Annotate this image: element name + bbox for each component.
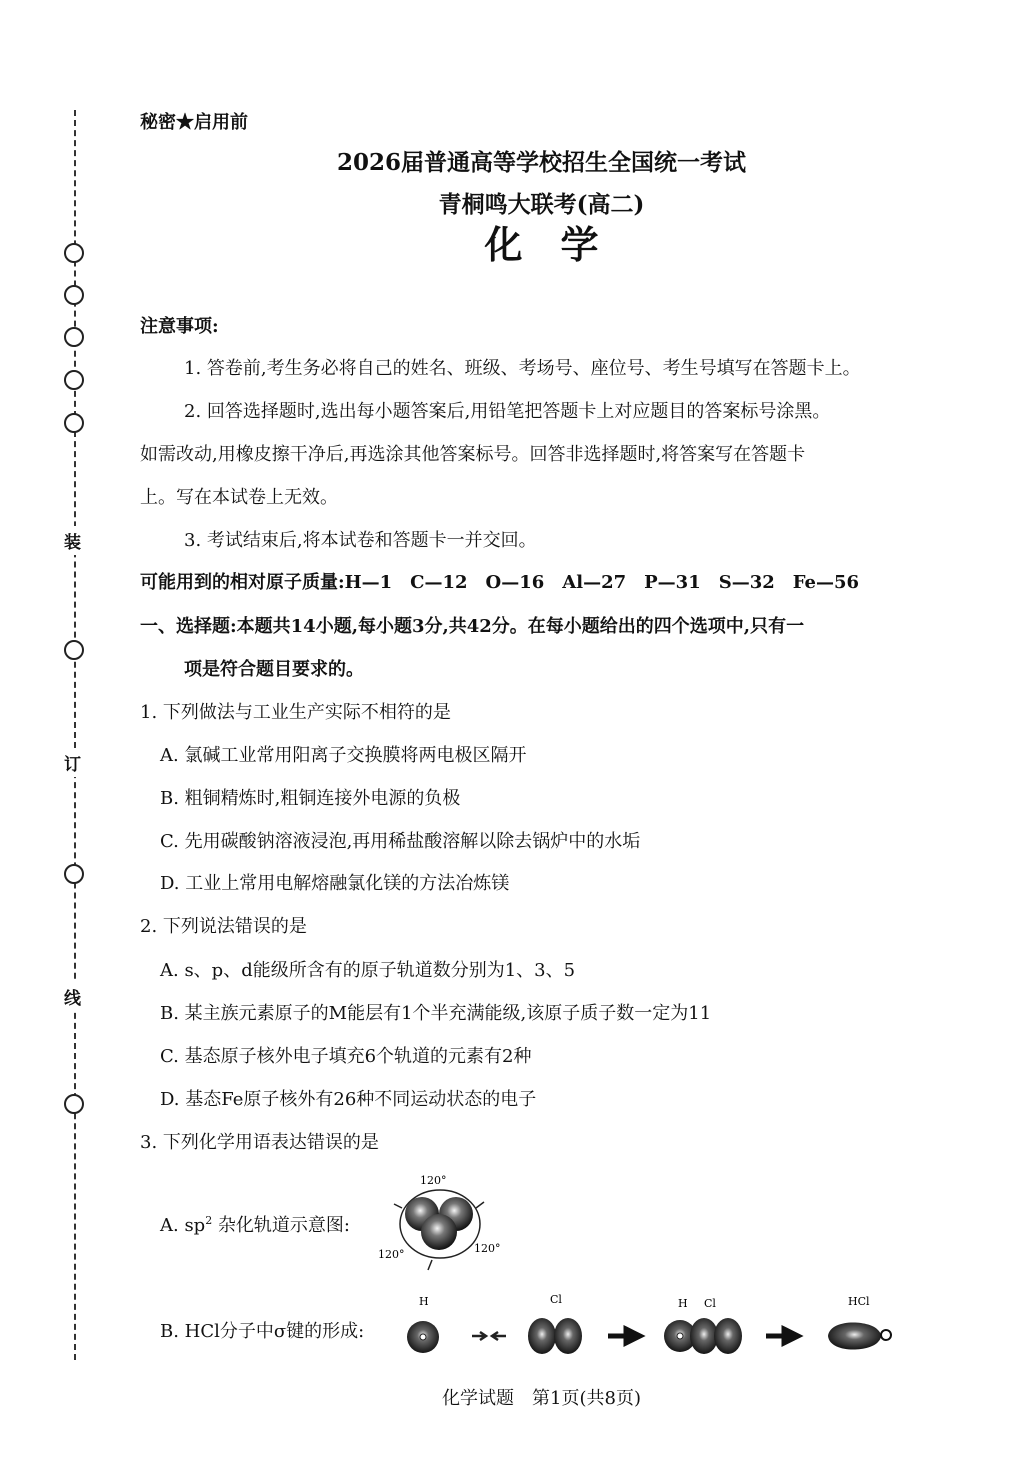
- q1-option-c: C. 先用碳酸钠溶液浸泡,再用稀盐酸溶解以除去锅炉中的水垢: [160, 831, 641, 852]
- q3-option-a-sup: 2: [205, 1214, 213, 1227]
- orbital-lobe: [421, 1214, 457, 1250]
- binding-hole: [64, 640, 84, 660]
- label-h-2: H: [678, 1297, 688, 1310]
- notice-item-2-line-2: 如需改动,用橡皮擦干净后,再选涂其他答案标号。回答非选择题时,将答案写在答题卡: [140, 444, 806, 465]
- approach-arrow-left: [492, 1332, 506, 1340]
- q3-stem: 3. 下列化学用语表达错误的是: [140, 1132, 379, 1153]
- exam-title: 2026届普通高等学校招生全国统一考试: [336, 149, 746, 176]
- label-hcl: HCl: [848, 1295, 870, 1308]
- hcl-h-end: [881, 1330, 891, 1340]
- section-1-line-1: 一、选择题:本题共14小题,每小题3分,共42分。在每小题给出的四个选项中,只有一: [140, 616, 805, 637]
- q2-option-d: D. 基态Fe原子核外有26种不同运动状态的电子: [160, 1089, 537, 1110]
- notice-item-3: 3. 考试结束后,将本试卷和答题卡一并交回。: [184, 530, 537, 551]
- binding-char-xian: 线: [64, 982, 81, 1011]
- hcl-sigma-orbital: [828, 1322, 881, 1349]
- h-nucleus: [420, 1334, 426, 1340]
- hcl-sigma-bond-diagram: [400, 1290, 900, 1360]
- section-1-line-2: 项是符合题目要求的。: [184, 659, 364, 680]
- binding-char-ding: 订: [64, 748, 81, 777]
- q1-option-b: B. 粗铜精炼时,粗铜连接外电源的负极: [160, 788, 461, 809]
- angle-label-left: 120°: [378, 1248, 405, 1261]
- binding-hole: [64, 864, 84, 884]
- h-nucleus: [677, 1333, 683, 1339]
- angle-label-top: 120°: [420, 1174, 447, 1187]
- binding-hole: [64, 327, 84, 347]
- angle-arrow: [394, 1204, 402, 1208]
- label-cl-2: Cl: [704, 1297, 716, 1310]
- q3-option-a-prefix: A. sp: [160, 1215, 206, 1236]
- binding-hole: [64, 285, 84, 305]
- binding-hole: [64, 413, 84, 433]
- notice-item-1: 1. 答卷前,考生务必将自己的姓名、班级、考场号、座位号、考生号填写在答题卡上。: [184, 358, 861, 379]
- exam-subtitle: 青桐鸣大联考(高二): [438, 191, 645, 218]
- approach-arrow-right: [472, 1332, 486, 1340]
- q2-option-b: B. 某主族元素原子的M能层有1个半充满能级,该原子质子数一定为11: [160, 1003, 712, 1024]
- label-cl: Cl: [550, 1293, 562, 1306]
- q2-option-c: C. 基态原子核外电子填充6个轨道的元素有2种: [160, 1046, 532, 1067]
- cl-p-orbital-lobe: [714, 1318, 742, 1354]
- binding-hole: [64, 370, 84, 390]
- secret-label: 秘密★启用前: [140, 112, 248, 133]
- atomic-masses: 可能用到的相对原子质量:H—1 C—12 O—16 Al—27 P—31 S—32 Fe—56: [140, 572, 860, 593]
- page-footer: 化学试题 第1页(共8页): [442, 1388, 641, 1409]
- q3-option-a-suffix: 杂化轨道示意图:: [212, 1215, 350, 1236]
- label-h: H: [419, 1295, 429, 1308]
- angle-arrow: [476, 1202, 484, 1208]
- sp2-hybrid-orbital-diagram: [368, 1168, 518, 1278]
- cl-p-orbital-lobe: [690, 1318, 718, 1354]
- notice-item-2-line-3: 上。写在本试卷上无效。: [140, 487, 338, 508]
- reaction-arrow: [766, 1329, 798, 1343]
- notice-item-2-line-1: 2. 回答选择题时,选出每小题答案后,用铅笔把答题卡上对应题目的答案标号涂黑。: [184, 401, 831, 422]
- q2-stem: 2. 下列说法错误的是: [140, 916, 307, 937]
- binding-hole: [64, 1094, 84, 1114]
- q1-option-d: D. 工业上常用电解熔融氯化镁的方法冶炼镁: [160, 873, 510, 894]
- subject-title: 化 学: [484, 222, 599, 267]
- notice-heading: 注意事项:: [140, 316, 219, 337]
- q3-option-b: B. HCl分子中σ键的形成:: [160, 1321, 365, 1342]
- q1-stem: 1. 下列做法与工业生产实际不相符的是: [140, 702, 451, 723]
- angle-label-right: 120°: [474, 1242, 501, 1255]
- q1-option-a: A. 氯碱工业常用阳离子交换膜将两电极区隔开: [160, 745, 527, 766]
- q2-option-a: A. s、p、d能级所含有的原子轨道数分别为1、3、5: [160, 960, 576, 981]
- reaction-arrow: [608, 1329, 640, 1343]
- cl-p-orbital-lobe: [554, 1318, 582, 1354]
- binding-char-zhuang: 装: [64, 526, 81, 555]
- cl-p-orbital-lobe: [528, 1318, 556, 1354]
- q3-option-a: [160, 1211, 350, 1237]
- angle-arrow: [428, 1260, 432, 1270]
